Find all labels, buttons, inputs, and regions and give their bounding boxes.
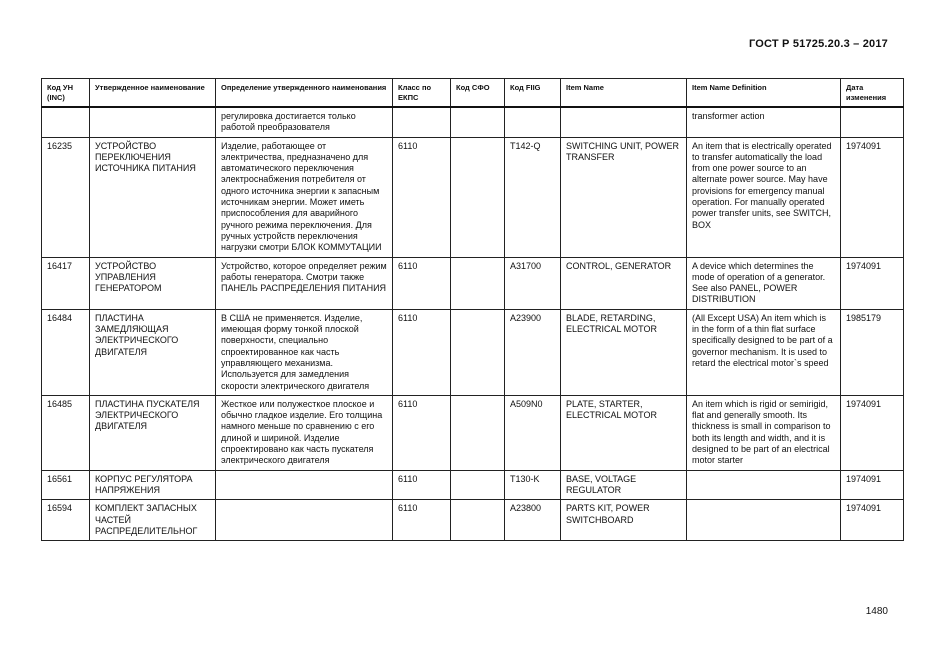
cell-definition-en: [687, 500, 841, 541]
cell-fiig: [505, 107, 561, 137]
cell-date: [841, 107, 904, 137]
table-row: [42, 257, 904, 309]
table-row: [42, 137, 904, 257]
cell-date: 1974091: [841, 500, 904, 541]
cell-date: 1985179: [841, 309, 904, 395]
cell-class: 6110: [393, 395, 451, 470]
cell-item-name: PLATE, STARTER, ELECTRICAL MOTOR: [561, 395, 687, 470]
cell-fiig: A23800: [505, 500, 561, 541]
header-item-name-definition: Item Name Definition: [687, 79, 841, 108]
header-fiig: Код FIIG: [505, 79, 561, 108]
cell-item-name: BASE, VOLTAGE REGULATOR: [561, 470, 687, 500]
document-standard-title: ГОСТ Р 51725.20.3 – 2017: [748, 38, 888, 50]
cell-definition-en: An item that is electrically operated to transfer automatically the load from one power source to an alternate power source. May have provisions for emergency manual operation. For manually operated power transfer units, see SWITCH, BOX: [687, 137, 841, 257]
cell-name-ru: ПЛАСТИНА ПУСКАТЕЛЯ ЭЛЕКТРИЧЕСКОГО ДВИГАТЕЛЯ: [90, 395, 216, 470]
table-row: [42, 309, 904, 395]
cell-fiig: T142-Q: [505, 137, 561, 257]
page-number: 1480: [865, 606, 888, 617]
cell-inc: 16417: [42, 257, 90, 309]
cell-name-ru: ПЛАСТИНА ЗАМЕДЛЯЮЩАЯ ЭЛЕКТРИЧЕСКОГО ДВИГАТЕЛЯ: [90, 309, 216, 395]
cell-class: 6110: [393, 309, 451, 395]
table-row: [42, 395, 904, 470]
cell-item-name: CONTROL, GENERATOR: [561, 257, 687, 309]
cell-definition-en: A device which determines the mode of operation of a generator. See also PANEL, POWER DISTRIBUTION: [687, 257, 841, 309]
cell-inc: 16484: [42, 309, 90, 395]
table-header-row: [42, 79, 904, 108]
cell-definition-en: [687, 470, 841, 500]
cell-definition-ru: Изделие, работающее от электричества, предназначено для автоматического переключения электроснабжения потребителя от одного источника энергии к запасным источникам энергии. Может иметь приспособления для аварийного ручного режима переключения. Для ручных устройств переключения нагрузки смотри БЛОК КОММУТАЦИИ: [216, 137, 393, 257]
cell-class: [393, 107, 451, 137]
cell-date: 1974091: [841, 470, 904, 500]
cell-definition-ru: регулировка достигается только работой преобразователя: [216, 107, 393, 137]
cell-date: 1974091: [841, 257, 904, 309]
cell-fiig: T130-K: [505, 470, 561, 500]
header-date: Дата изменения: [841, 79, 904, 108]
cell-definition-ru: [216, 470, 393, 500]
table-row: [42, 500, 904, 541]
cell-fiig: A31700: [505, 257, 561, 309]
cell-definition-en: An item which is rigid or semirigid, flat and generally smooth. Its thickness is small in comparison to both its length and width, and it is designed to be part of an electrical motor starter: [687, 395, 841, 470]
cell-date: 1974091: [841, 137, 904, 257]
header-item-name: Item Name: [561, 79, 687, 108]
nomenclature-table: [41, 78, 904, 541]
cell-inc: 16561: [42, 470, 90, 500]
cell-item-name: PARTS KIT, POWER SWITCHBOARD: [561, 500, 687, 541]
cell-class: 6110: [393, 137, 451, 257]
cell-fiig: A509N0: [505, 395, 561, 470]
header-name-ru: Утвержденное наименование: [90, 79, 216, 108]
cell-name-ru: УСТРОЙСТВО ПЕРЕКЛЮЧЕНИЯ ИСТОЧНИКА ПИТАНИЯ: [90, 137, 216, 257]
cell-item-name: [561, 107, 687, 137]
cell-name-ru: КОМПЛЕКТ ЗАПАСНЫХ ЧАСТЕЙ РАСПРЕДЕЛИТЕЛЬНОГ: [90, 500, 216, 541]
cell-item-name: BLADE, RETARDING, ELECTRICAL MOTOR: [561, 309, 687, 395]
cell-inc: 16485: [42, 395, 90, 470]
cell-sfo: [451, 395, 505, 470]
cell-sfo: [451, 107, 505, 137]
cell-class: 6110: [393, 470, 451, 500]
cell-sfo: [451, 137, 505, 257]
cell-definition-ru: В США не применяется. Изделие, имеющая форму тонкой плоской поверхности, специально спроектированное как часть управляющего механизма. Используется для замедления скорости электрического двигателя: [216, 309, 393, 395]
cell-sfo: [451, 257, 505, 309]
cell-fiig: A23900: [505, 309, 561, 395]
cell-class: 6110: [393, 257, 451, 309]
table-row: [42, 470, 904, 500]
header-sfo: Код СФО: [451, 79, 505, 108]
cell-date: 1974091: [841, 395, 904, 470]
cell-sfo: [451, 470, 505, 500]
header-inc: Код УН (INC): [42, 79, 90, 108]
cell-name-ru: КОРПУС РЕГУЛЯТОРА НАПРЯЖЕНИЯ: [90, 470, 216, 500]
cell-item-name: SWITCHING UNIT, POWER TRANSFER: [561, 137, 687, 257]
cell-class: 6110: [393, 500, 451, 541]
cell-definition-ru: Устройство, которое определяет режим работы генератора. Смотри также ПАНЕЛЬ РАСПРЕДЕЛЕНИЯ ПИТАНИЯ: [216, 257, 393, 309]
cell-definition-ru: [216, 500, 393, 541]
cell-sfo: [451, 309, 505, 395]
cell-definition-en: transformer action: [687, 107, 841, 137]
table-row-continuation: [42, 107, 904, 137]
cell-inc: 16235: [42, 137, 90, 257]
cell-inc: [42, 107, 90, 137]
header-definition-ru: Определение утвержденного наименования: [216, 79, 393, 108]
cell-definition-en: (All Except USA) An item which is in the form of a thin flat surface specifically designed to be part of a governor mechanism. It is used to retard the electrical motor`s speed: [687, 309, 841, 395]
header-class: Класс по ЕКПС: [393, 79, 451, 108]
cell-definition-ru: Жесткое или полужесткое плоское и обычно гладкое изделие. Его толщина намного меньше по сравнению с его длиной и шириной. Изделие спроектировано как часть пускателя электрического двигателя: [216, 395, 393, 470]
cell-sfo: [451, 500, 505, 541]
cell-inc: 16594: [42, 500, 90, 541]
cell-name-ru: [90, 107, 216, 137]
cell-name-ru: УСТРОЙСТВО УПРАВЛЕНИЯ ГЕНЕРАТОРОМ: [90, 257, 216, 309]
